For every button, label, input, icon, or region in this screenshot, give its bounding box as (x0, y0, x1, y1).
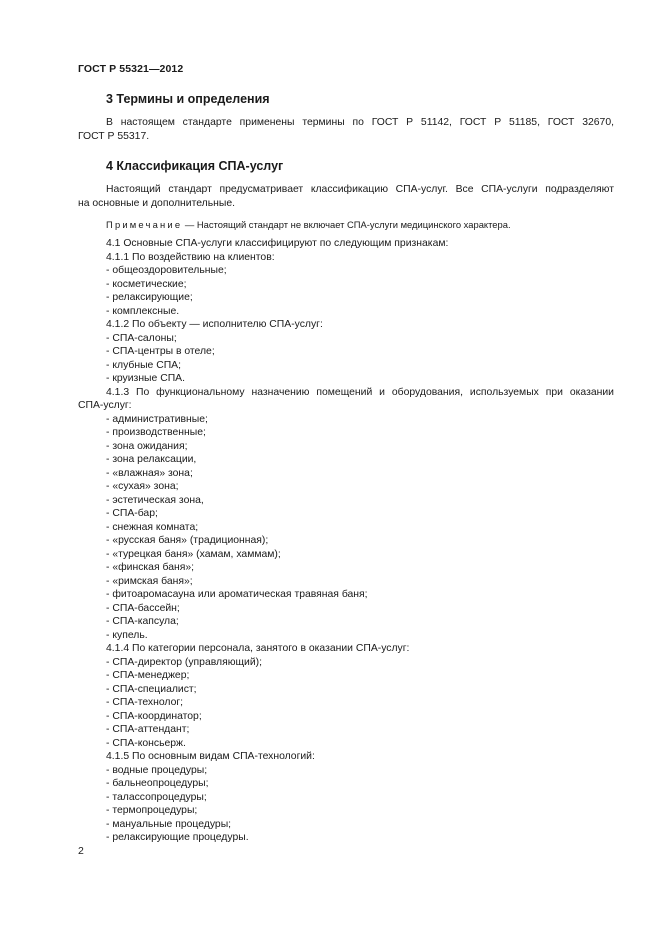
list-line: 4.1.1 По воздействию на клиентов: (106, 251, 275, 263)
list-line: - общеоздоровительные; (106, 265, 227, 276)
list-line: 4.1.3 По функциональному назначению помещений и оборудования, используемых при оказании (106, 386, 614, 398)
list-line: - снежная комната; (106, 521, 199, 533)
list-line: - релаксирующие; (106, 292, 193, 303)
section-3-paragraph-line-1: В настоящем стандарте применены термины по ГОСТ Р 51142, ГОСТ Р 51185, ГОСТ 32670, (106, 117, 614, 128)
list-line: - СПА-специалист; (106, 683, 197, 695)
page-number: 2 (78, 845, 84, 857)
list-line: - водные процедуры; (106, 764, 208, 776)
section-4-title: 4 Классификация СПА-услуг (106, 159, 284, 173)
list-line: 4.1.2 По объекту — исполнителю СПА-услуг: (106, 319, 323, 330)
list-line: - СПА-консьерж. (106, 737, 186, 749)
list-line: - СПА-аттендант; (106, 724, 190, 735)
list-line: - «сухая» зона; (106, 481, 179, 492)
list-line: - СПА-технолог; (106, 697, 184, 708)
list-line: - зона ожидания; (106, 440, 188, 452)
list-line: - «турецкая баня» (хамам, хаммам); (106, 548, 281, 560)
list-line: - «влажная» зона; (106, 467, 193, 479)
list-line: - СПА-центры в отеле; (106, 346, 215, 357)
list-line: - талассопроцедуры; (106, 791, 207, 803)
section-3-paragraph-line-2: ГОСТ Р 55317. (78, 131, 150, 142)
list-line: - зона релаксации, (106, 454, 197, 465)
list-line: 4.1 Основные СПА-услуги классифицируют по следующим признакам: (106, 238, 449, 249)
list-line: - эстетическая зона, (106, 494, 204, 506)
list-line: - термопроцедуры; (106, 805, 198, 816)
list-line: - бальнеопроцедуры; (106, 778, 209, 789)
section-4-paragraph-line-2: на основные и дополнительные. (78, 198, 236, 209)
list-line: - клубные СПА; (106, 359, 181, 371)
list-line: - релаксирующие процедуры. (106, 832, 249, 843)
list-line: - «римская баня»; (106, 575, 193, 587)
list-line: - СПА-капсула; (106, 616, 179, 627)
list-line: - купель. (106, 629, 148, 641)
list-line: 4.1.5 По основным видам СПА-технологий: (106, 751, 315, 762)
list-line: - мануальные процедуры; (106, 818, 232, 830)
list-line: - СПА-бассейн; (106, 602, 180, 614)
document-header: ГОСТ Р 55321—2012 (78, 63, 184, 75)
list-line: - «русская баня» (традиционная); (106, 535, 269, 546)
list-line: - СПА-менеджер; (106, 670, 190, 681)
list-line: 4.1.4 По категории персонала, занятого в оказании СПА-услуг: (106, 643, 410, 654)
note (106, 218, 616, 232)
list-line: - комплексные. (106, 305, 180, 317)
list-line: - СПА-директор (управляющий); (106, 656, 262, 668)
list-line: - фитоаромасауна или ароматическая травяная баня; (106, 589, 368, 600)
list-line: - СПА-бар; (106, 508, 158, 519)
list-line: - СПА-координатор; (106, 710, 202, 722)
note-label: Примечание (106, 219, 183, 230)
list-line: - косметические; (106, 278, 187, 290)
list-line: - «финская баня»; (106, 562, 195, 573)
list-line: СПА-услуг: (78, 400, 132, 411)
section-3-title: 3 Термины и определения (106, 92, 270, 106)
list-line: - СПА-салоны; (106, 332, 177, 344)
section-4-paragraph-line-1: Настоящий стандарт предусматривает классификацию СПА-услуг. Все СПА-услуги подразделяют (106, 184, 614, 195)
list-line: - производственные; (106, 427, 206, 438)
list-line: - круизные СПА. (106, 373, 185, 384)
note-text: — Настоящий стандарт не включает СПА-услуги медицинского характера. (182, 219, 511, 230)
list-line: - административные; (106, 413, 208, 425)
